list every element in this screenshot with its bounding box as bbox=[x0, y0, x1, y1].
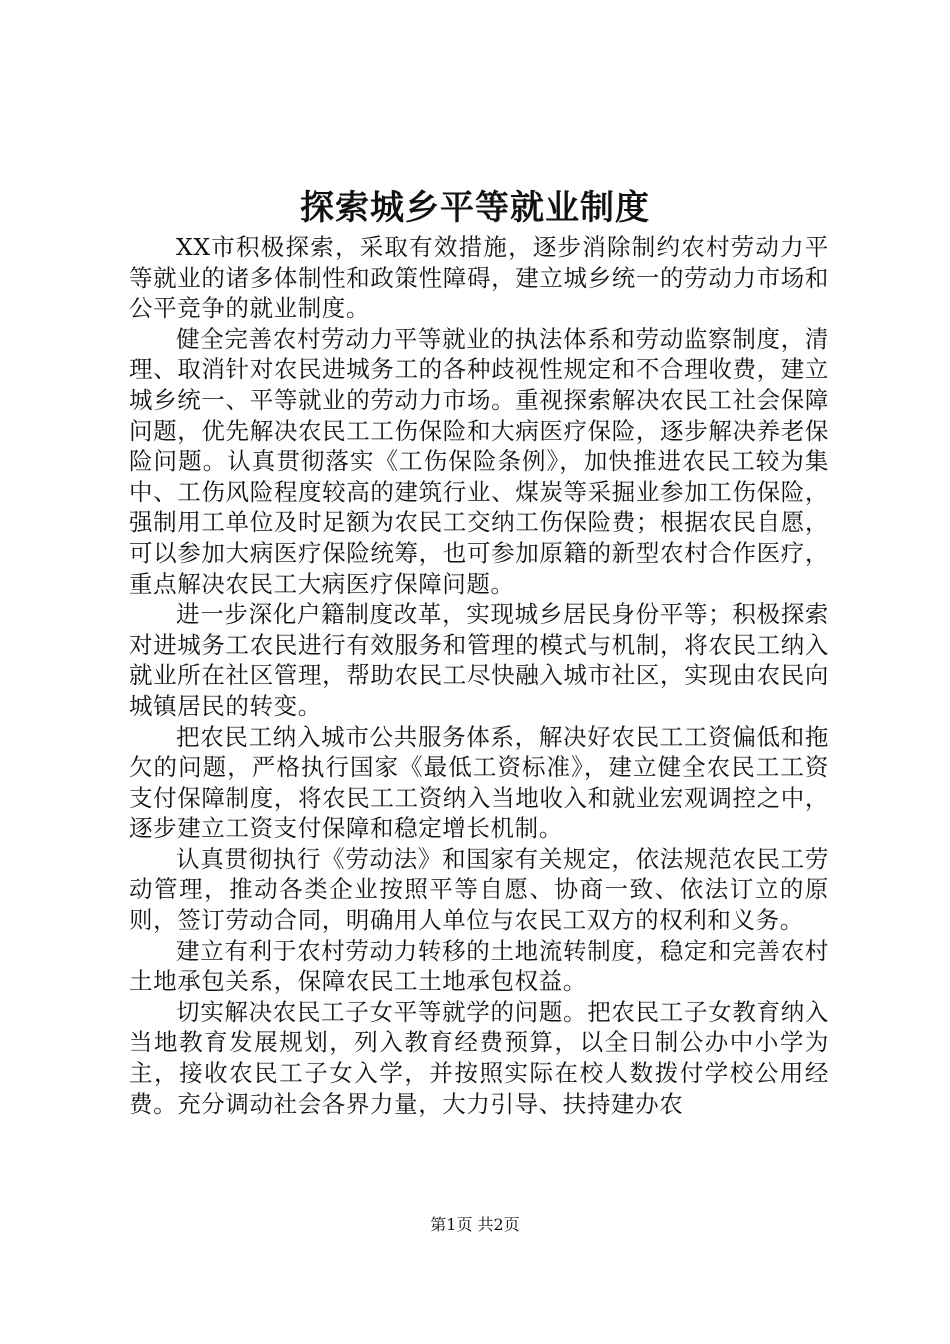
paragraph-6: 建立有利于农村劳动力转移的土地流转制度，稳定和完善农村土地承包关系，保障农民工土地承包权益。 bbox=[129, 936, 829, 996]
paragraph-4: 把农民工纳入城市公共服务体系，解决好农民工工资偏低和拖欠的问题，严格执行国家《最低工资标准》，建立健全农民工工资支付保障制度，将农民工工资纳入当地收入和就业宏观调控之中，逐步建立工资支付保障和稳定增长机制。 bbox=[129, 722, 829, 843]
paragraph-2: 健全完善农村劳动力平等就业的执法体系和劳动监察制度，清理、取消针对农民进城务工的各种歧视性规定和不合理收费，建立城乡统一、平等就业的劳动力市场。重视探索解决农民工社会保障问题，优先解决农民工工伤保险和大病医疗保险，逐步解决养老保险问题。认真贯彻落实《工伤保险条例》，加快推进农民工较为集中、工伤风险程度较高的建筑行业、煤炭等采掘业参加工伤保险，强制用工单位及时足额为农民工交纳工伤保险费；根据农民自愿，可以参加大病医疗保险统筹，也可参加原籍的新型农村合作医疗，重点解决农民工大病医疗保障问题。 bbox=[129, 324, 829, 598]
paragraph-5: 认真贯彻执行《劳动法》和国家有关规定，依法规范农民工劳动管理，推动各类企业按照平等自愿、协商一致、依法订立的原则，签订劳动合同，明确用人单位与农民工双方的权利和义务。 bbox=[129, 844, 829, 935]
document-body bbox=[129, 232, 829, 1119]
document-title: 探索城乡平等就业制度 bbox=[300, 188, 650, 228]
paragraph-3: 进一步深化户籍制度改革，实现城乡居民身份平等；积极探索对进城务工农民进行有效服务和管理的模式与机制，将农民工纳入就业所在社区管理，帮助农民工尽快融入城市社区，实现由农民向城镇居民的转变。 bbox=[129, 600, 829, 720]
paragraph-7: 切实解决农民工子女平等就学的问题。把农民工子女教育纳入当地教育发展规划，列入教育经费预算，以全日制公办中小学为主，接收农民工子女入学，并按照实际在校人数拨付学校公用经费。充分调动社会各界力量，大力引导、扶持建办农 bbox=[129, 997, 829, 1118]
page-number-footer: 第1页 共2页 bbox=[430, 1215, 520, 1234]
paragraph-1: XX市积极探索，采取有效措施，逐步消除制约农村劳动力平等就业的诸多体制性和政策性障碍，建立城乡统一的劳动力市场和公平竞争的就业制度。 bbox=[129, 233, 829, 323]
